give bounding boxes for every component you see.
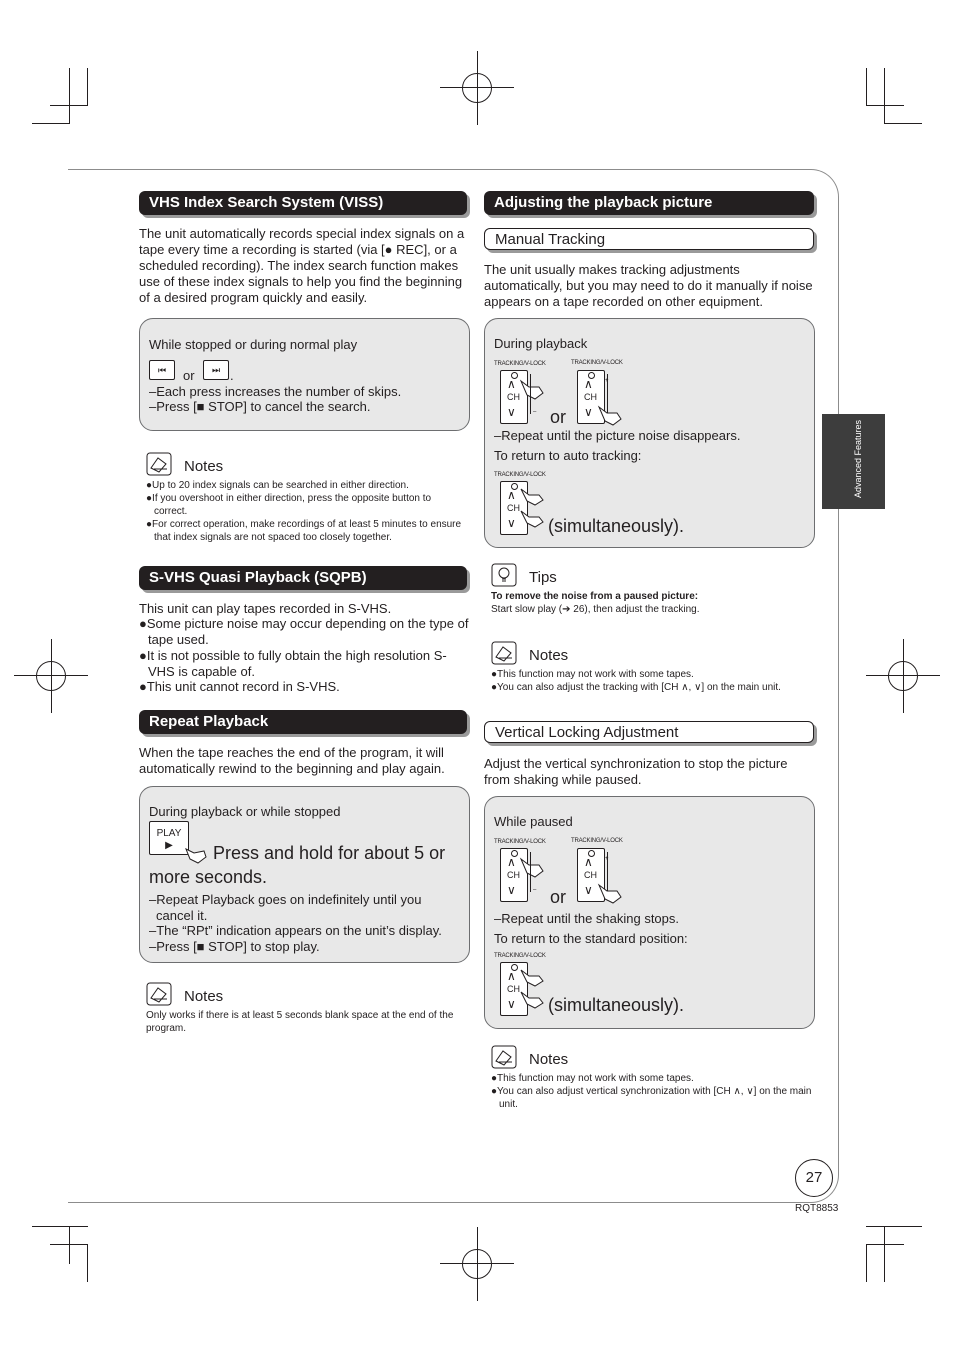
viss-title: VHS Index Search System (VISS) [139,191,467,215]
or-text: or [550,887,567,907]
press-hand-icon [597,883,623,905]
side-tab [822,414,885,509]
play-key-label: PLAY [156,828,182,839]
repeat-box-heading: During playback or while stopped [149,804,341,819]
repeat-line3: –Press [■ STOP] to stop play. [149,939,320,954]
ch-label: CH [507,392,520,402]
tip-title: To remove the noise from a paused picture: [491,591,699,602]
chevron-down-icon: ∨ [507,997,516,1011]
vertical-box-heading: While paused [494,814,573,829]
play-icon: ▶ [165,840,173,851]
chevron-down-icon: ∨ [584,883,593,897]
remote-label: TRACKING/V-LOCK [494,839,546,845]
viss-notes-label: Notes [184,458,224,475]
sqpb-intro: This unit can play tapes recorded in S-VHS. [139,601,392,616]
or-text: or [550,407,567,427]
viss-instruction-box [139,318,470,431]
viss-line1: –Each press increases the number of skips. [149,384,402,399]
manual-line2: To return to auto tracking: [494,448,642,463]
notes-icon [146,982,172,1006]
press-hand-icon [597,405,623,427]
notes-icon [491,1045,517,1069]
vertical-note-1: ●This function may not work with some tapes. [491,1073,694,1084]
chevron-down-icon: ∨ [507,405,516,419]
vertical-note-2: ●You can also adjust vertical synchronization with [CH ∧, ∨] on the main unit. [491,1086,812,1110]
vertical-line1: –Repeat until the shaking stops. [494,911,680,926]
side-tab-label: Advanced Features [853,419,863,499]
manual-tracking-title: Manual Tracking [484,228,814,250]
repeat-line2: –The “RPt” indication appears on the unit’s display. [149,923,442,938]
vertical-locking-box: While paused TRACKING/V-LOCK ∧ CH ∨ – or TRACKING/V-LOCK ∧ CH ∨ + –Repeat until the shaking stops. To return to the standard position: TRACKING/V-LOCK ∧ CH ∨ (simultaneously). [484,796,815,1029]
repeat-line1: –Repeat Playback goes on indefinitely until you cancel it. [149,892,422,923]
sqpb-bullet-2: ●It is not possible to fully obtain the high resolution S-VHS is capable of. [139,648,447,679]
adjust-title: Adjusting the playback picture [484,191,814,215]
chevron-down-icon: ∨ [584,405,593,419]
manual-box-heading: During playback [494,336,588,351]
chevron-up-icon: ∧ [507,855,516,869]
chevron-up-icon: ∧ [584,855,593,869]
repeat-instruction: Press and hold for about 5 or more seconds. [149,843,446,887]
vertical-simultaneously: (simultaneously). [548,995,685,1015]
chevron-up-icon: ∧ [507,969,516,983]
remote-label: TRACKING/V-LOCK [494,361,546,367]
tips-label: Tips [529,569,557,586]
chevron-up-icon: ∧ [507,488,516,502]
remote-label-3: TRACKING/V-LOCK [494,953,546,959]
chevron-down-icon: ∨ [507,883,516,897]
press-hand-icon [519,968,545,988]
manual-simultaneously: (simultaneously). [548,516,685,536]
press-hand-icon [519,377,545,403]
viss-note-3: ●For correct operation, make recordings of at least 5 minutes to ensure that index signals are not spaced too closely together. [146,519,462,543]
vertical-locking-title: Vertical Locking Adjustment [484,721,814,743]
chevron-up-icon: ∧ [584,377,593,391]
vertical-notes-label: Notes [529,1051,569,1068]
manual-line1: –Repeat until the picture noise disappears. [494,428,741,443]
sqpb-bullet-3: ●This unit cannot record in S-VHS. [139,679,340,694]
repeat-note: Only works if there is at least 5 seconds blank space at the end of the program. [146,1010,454,1034]
remote-label-3: TRACKING/V-LOCK [494,472,546,478]
manual-note-1: ●This function may not work with some tapes. [491,669,694,680]
viss-note-2: ●If you overshoot in either direction, press the opposite button to correct. [146,493,432,517]
vertical-line2: To return to the standard position: [494,931,688,946]
doc-code: RQT8853 [795,1203,839,1214]
period-text: . [230,368,234,383]
ch-label: CH [507,503,520,513]
skip-back-button[interactable] [149,360,175,380]
chevron-down-icon: ∨ [507,516,516,530]
remote-label-2: TRACKING/V-LOCK [571,838,623,844]
chevron-up-icon: ∧ [507,377,516,391]
repeat-intro: When the tape reaches the end of the program, it will automatically rewind to the beginning and play again. [139,745,445,776]
page-number: 27 [795,1159,833,1197]
sqpb-title: S-VHS Quasi Playback (SQPB) [139,566,467,590]
skip-forward-button[interactable] [203,360,229,380]
ch-label: CH [507,984,520,994]
tips-icon [491,563,517,587]
tip-body: Start slow play (➔ 26), then adjust the tracking. [491,604,700,615]
viss-intro: The unit automatically records special index signals on a tape every time a recording is started (via [● REC], or a scheduled recording). The index search function makes use of these index signals to help you find the beginning of a desired program quickly and easily. [139,226,465,305]
press-hand-icon [519,509,545,529]
viss-note-1: ●Up to 20 index signals can be searched in either direction. [146,480,409,491]
ch-label: CH [584,870,597,880]
press-hand-icon [519,487,545,507]
manual-notes-label: Notes [529,647,569,664]
manual-tracking-box: During playback TRACKING/V-LOCK ∧ CH ∨ – or TRACKING/V-LOCK ∧ CH ∨ + –Repeat until the picture noise disappears. To return to auto tracking: TRACKING/V-LOCK ∧ CH ∨ (simultaneously). [484,318,815,548]
vertical-intro: Adjust the vertical synchronization to stop the picture from shaking while paused. [484,756,788,787]
remote-label-2: TRACKING/V-LOCK [571,360,623,366]
sqpb-bullet-1: ●Some picture noise may occur depending on the type of tape used. [139,616,469,647]
notes-icon [146,452,172,476]
viss-line2: –Press [■ STOP] to cancel the search. [149,399,371,414]
skip-back-icon: ⏮ [157,365,167,375]
manual-intro: The unit usually makes tracking adjustments automatically, but you may need to do it manually if noise appears on a tape recorded on other equipment. [484,262,813,309]
repeat-instruction-box [139,786,470,963]
press-hand-icon [519,855,545,881]
notes-icon [491,641,517,665]
repeat-notes-label: Notes [184,988,224,1005]
or-text: or [183,368,195,383]
ch-label: CH [507,870,520,880]
skip-forward-icon: ⏭ [211,365,221,375]
press-hand-icon [519,990,545,1010]
ch-label: CH [584,392,597,402]
viss-box-heading: While stopped or during normal play [149,337,358,352]
repeat-title: Repeat Playback [139,710,467,734]
manual-note-2: ●You can also adjust the tracking with [CH ∧, ∨] on the main unit. [491,682,781,693]
